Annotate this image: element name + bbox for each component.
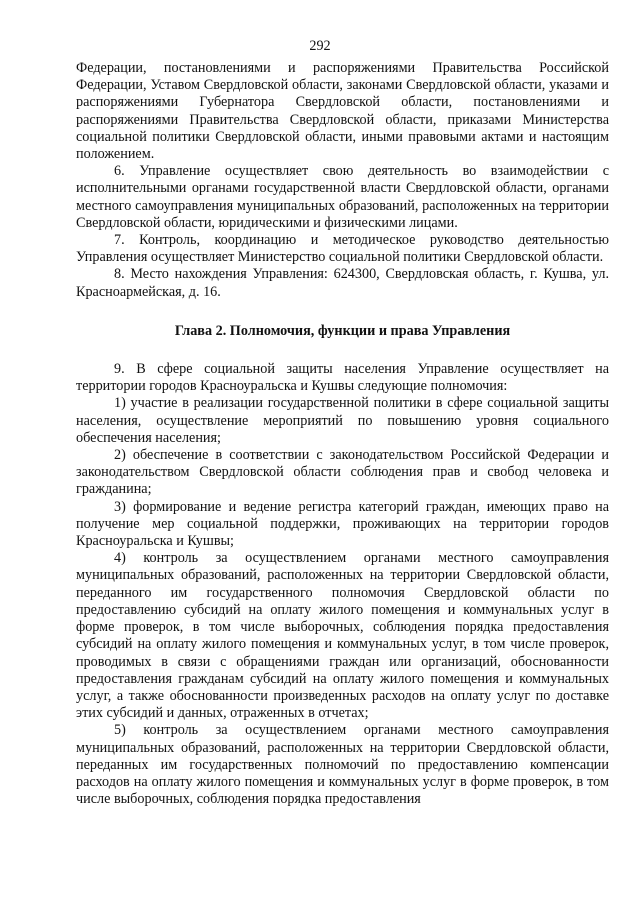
page-number: 292 — [309, 38, 331, 54]
item-2: 2) обеспечение в соответствии с законодательством Российской Федерации и законодательством Свердловской области соблюдения прав и свобод человека и гражданина; — [76, 447, 609, 498]
item-3: 3) формирование и ведение регистра категорий граждан, имеющих право на получение мер социальной поддержки, проживающих на территории городов Красноуральска и Кушвы; — [76, 498, 609, 550]
paragraph-9: 9. В сфере социальной защиты населения Управление осуществляет на территории городов Красноуральска и Кушвы следующие полномочия: — [76, 361, 609, 395]
item-5: 5) контроль за осуществлением органами местного самоуправления муниципальных образований, расположенных на территории Свердловской области, переданных им государственных полномочий по предоставлению компенсации расходов на оплату жилого помещения и коммунальных услуг в форме проверок, в том числе выборочных, соблюдения порядка предоставления — [76, 722, 609, 808]
item-1: 1) участие в реализации государственной политики в сфере социальной защиты населения, осуществление мероприятий по повышению уровня социального обеспечения населения; — [76, 395, 609, 446]
paragraph-7: 7. Контроль, координацию и методическое руководство деятельностью Управления осуществляет Министерство социальной политики Свердловской области. — [76, 232, 609, 266]
paragraph-8: 8. Место нахождения Управления: 624300, Свердловская область, г. Кушва, ул. Красноармейская, д. 16. — [76, 266, 609, 300]
item-4: 4) контроль за осуществлением органами местного самоуправления муниципальных образований, расположенных на территории Свердловской области, переданного им государственного полномочия Свердловской области по предоставлению субсидий на оплату жилого помещения и коммунальных услуг в форме проверок, в том числе выборочных, соблюдения порядка предоставления субсидий на оплату жилого помещения и коммунальных услуг, в том числе проверок, проводимых в связи с обращениями граждан или организаций, обоснованности предоставления гражданам субсидий на оплату жилого помещения и коммунальных услуг, а также обоснованности произведенных расходов на оплату услуг по доставке этих субсидий и данных, отраженных в отчетах; — [76, 550, 609, 722]
paragraph-continuation: Федерации, постановлениями и распоряжениями Правительства Российской Федерации, Уставом Свердловской области, законами Свердловской области, указами и распоряжениями Губернатора Свердловской области, постановлениями и распоряжениями Правительства Свердловской области, приказами Министерства социальной политики Свердловской области, иными правовыми актами и настоящим положением. — [76, 60, 609, 163]
chapter-heading: Глава 2. Полномочия, функции и права Управления — [174, 322, 511, 339]
document-body — [76, 60, 609, 808]
paragraph-6: 6. Управление осуществляет свою деятельность во взаимодействии с исполнительными органами государственной власти Свердловской области, органами местного самоуправления муниципальных образований, расположенных на территории Свердловской области, юридическими и физическими лицами. — [76, 163, 609, 231]
